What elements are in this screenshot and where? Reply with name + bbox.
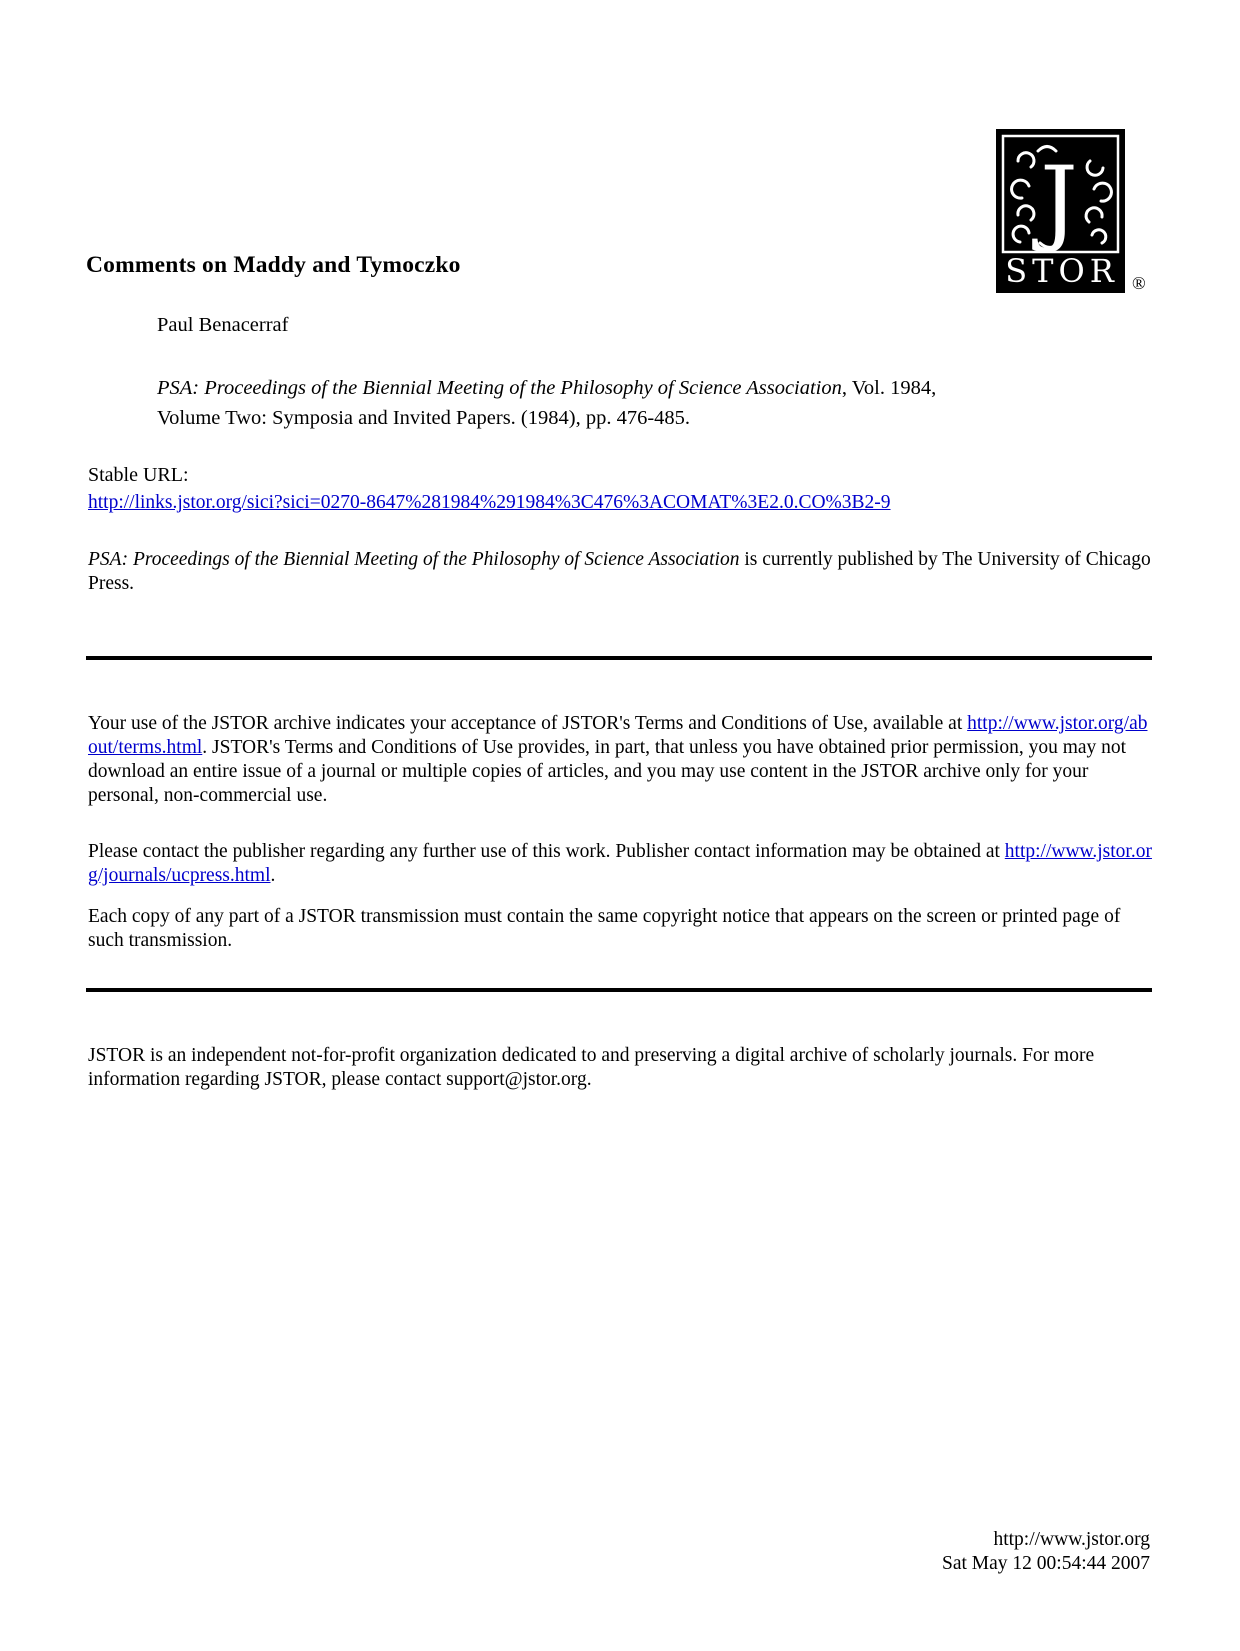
publisher-statement-text: is currently published by The University of Chicago Press. [88,549,1151,594]
about-jstor-paragraph: JSTOR is an independent not-for-profit organization dedicated to and preserving a digital archive of scholarly journals. For more information regarding JSTOR, please contact support@jstor.org. [88,1045,1095,1090]
article-citation [157,373,1097,433]
footer-timestamp: Sat May 12 00:54:44 2007 [942,1553,1150,1574]
terms-text-after-link: . JSTOR's Terms and Conditions of Use provides, in part, that unless you have obtained prior permission, you may not download an entire issue of a journal or multiple copies of articles, and you may use content in the JSTOR archive only for your personal, non-commercial use. [88,737,1127,806]
article-author: Paul Benacerraf [157,314,289,336]
article-title: Comments on Maddy and Tymoczko [86,252,461,278]
stable-url-link[interactable]: http://links.jstor.org/sici?sici=0270-8647%281984%291984%3C476%3ACOMAT%3E2.0.CO%3B2-9 [88,492,891,513]
jstor-logo [996,129,1156,299]
copyright-notice-paragraph: Each copy of any part of a JSTOR transmission must contain the same copyright notice that appears on the screen or printed page of such transmission. [88,906,1121,951]
contact-text-after-link: . [270,865,276,886]
citation-line-1 [157,373,1097,403]
contact-text-before-link: Please contact the publisher regarding any further use of this work. Publisher contact information may be obtained at [88,841,1005,862]
registered-trademark-symbol: ® [1132,273,1146,293]
terms-paragraph [88,712,1152,808]
terms-link[interactable]: http://www.jstor.org/about/terms.html [88,713,1148,758]
horizontal-rule-top [86,656,1152,660]
page-footer [750,1528,1150,1576]
citation-journal-name: PSA: Proceedings of the Biennial Meeting of the Philosophy of Science Association [157,377,842,399]
publisher-statement [88,548,1152,596]
publisher-contact-paragraph [88,840,1152,888]
citation-volume: , Vol. 1984, [841,377,937,399]
logo-wordmark: STOR [1005,252,1119,290]
publisher-journal-name: PSA: Proceedings of the Biennial Meeting of the Philosophy of Science Association [88,549,740,570]
jstor-logo-icon [996,129,1125,293]
terms-text-before-link: Your use of the JSTOR archive indicates your acceptance of JSTOR's Terms and Conditions of Use, available at [88,713,968,734]
horizontal-rule-bottom [86,988,1152,992]
logo-letter-j: J [1040,147,1078,256]
stable-url-row [88,492,1088,514]
stable-url-label: Stable URL: [88,464,189,486]
footer-url: http://www.jstor.org [993,1529,1150,1550]
publisher-contact-link[interactable]: http://www.jstor.org/journals/ucpress.html [88,841,1152,886]
citation-line-2: Volume Two: Symposia and Invited Papers. (1984), pp. 476-485. [157,407,691,429]
